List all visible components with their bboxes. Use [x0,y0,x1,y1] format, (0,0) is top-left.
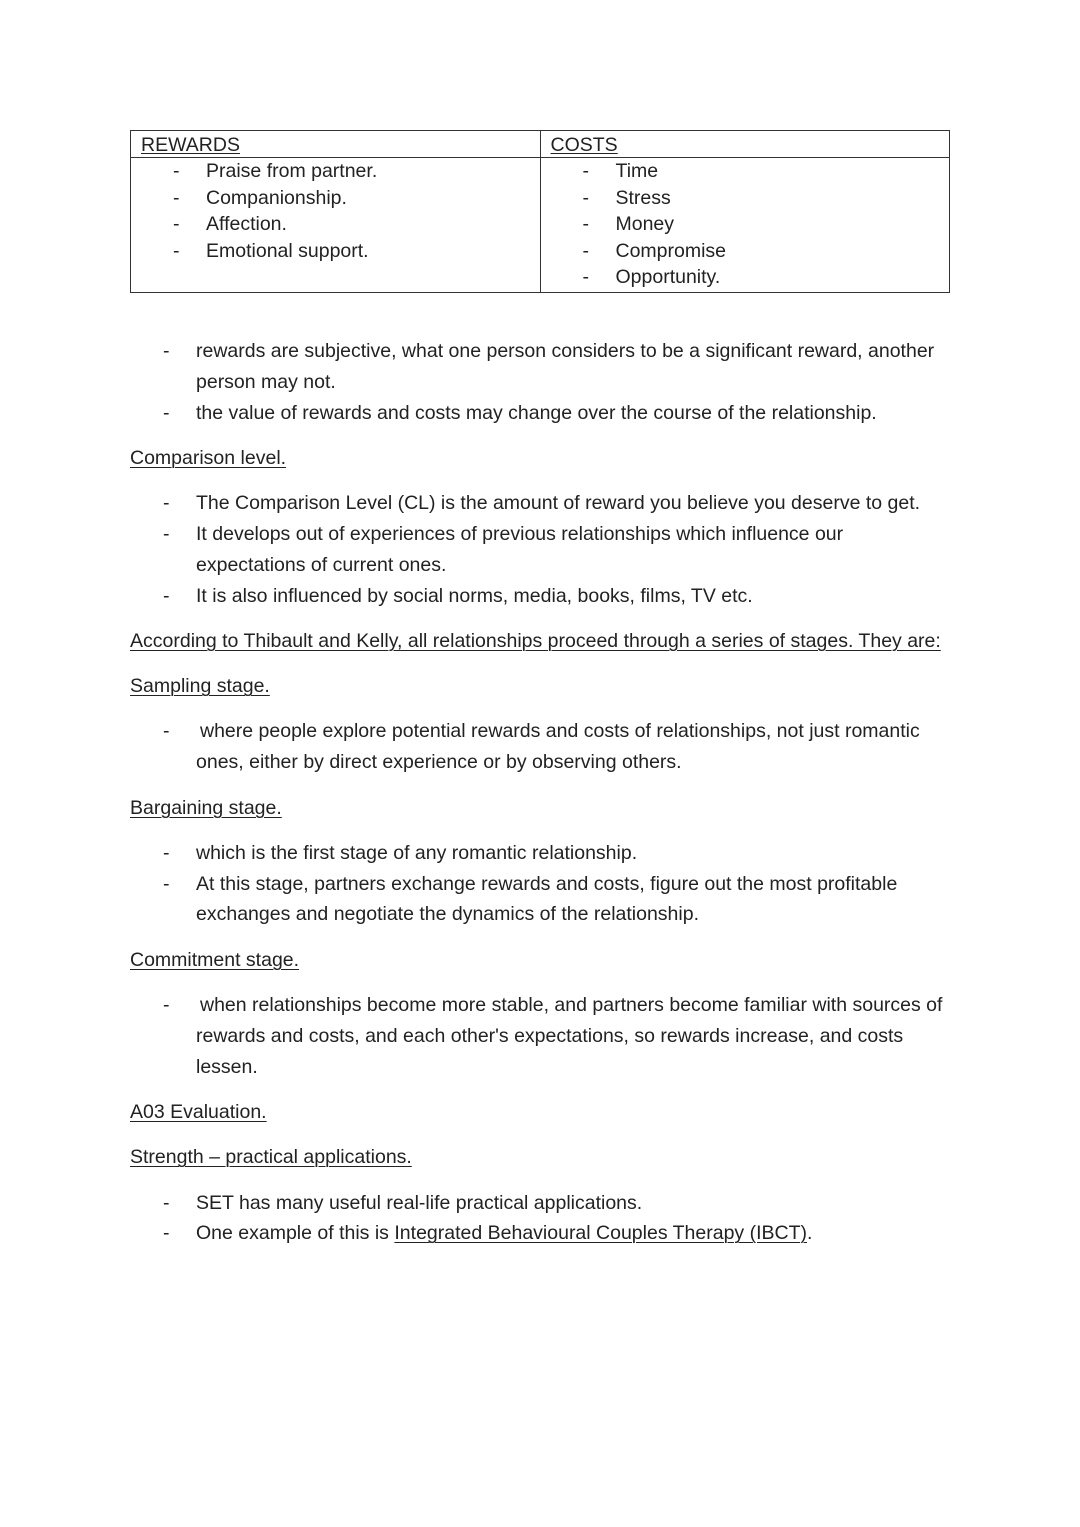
comparison-heading: Comparison level. [130,446,287,469]
list-item: - SET has many useful real-life practical applications. [163,1191,643,1214]
list-item: - Affection. [173,213,287,236]
evaluation-subheading: Strength – practical applications. [130,1146,412,1169]
sampling-bullets [130,716,950,778]
evaluation-heading: A03 Evaluation. [130,1100,267,1123]
ibct-link[interactable]: Integrated Behavioural Couples Therapy (IBCT) [394,1222,807,1245]
list-item: - Praise from partner. [173,160,378,182]
list-item: - Stress [582,186,671,209]
list-item: - Money [582,213,675,236]
commitment-bullets [130,990,950,1082]
evaluation-bullets [130,1188,950,1250]
document-body [130,336,950,1249]
rewards-header: REWARDS [131,131,540,158]
comparison-bullets [130,488,950,611]
list-item: - The Comparison Level (CL) is the amount of reward you believe you deserve to get. [163,492,921,515]
commitment-heading: Commitment stage. [130,948,300,971]
costs-header: COSTS [541,131,950,158]
bargaining-bullets [130,838,950,930]
list-item: - Compromise [582,239,727,262]
rewards-column [131,131,541,292]
list-item: - rewards are subjective, what one person considers to be a significant reward, another person may not. [163,340,935,393]
costs-list [541,158,950,291]
list-item: - It develops out of experiences of previous relationships which influence our expectations of current ones. [163,522,844,576]
rewards-list [131,158,540,264]
list-item: - Companionship. [173,186,347,209]
list-item: - the value of rewards and costs may change over the course of the relationship. [163,401,877,424]
intro-bullets [130,336,950,428]
list-item: - Time [582,160,659,182]
list-item: - where people explore potential rewards and costs of relationships, not just romantic ones, either by direct experience or by observing others. [163,720,920,774]
rewards-costs-table [130,130,950,293]
bargaining-heading: Bargaining stage. [130,796,282,819]
sampling-heading: Sampling stage. [130,675,270,698]
list-item: - It is also influenced by social norms, media, books, films, TV etc. [163,584,753,607]
list-item: - which is the first stage of any romantic relationship. [163,841,638,864]
stages-intro: According to Thibault and Kelly, all relationships proceed through a series of stages. They are: [130,629,941,652]
list-item: - One example of this is Integrated Behavioural Couples Therapy (IBCT). [163,1222,813,1245]
costs-column [541,131,950,292]
list-item: - Emotional support. [173,239,369,262]
list-item: - At this stage, partners exchange rewards and costs, figure out the most profitable exchanges and negotiate the dynamics of the relationship. [163,872,898,926]
list-item: - Opportunity. [582,266,721,289]
list-item: - when relationships become more stable, and partners become familiar with sources of rewards and costs, and each other's expectations, so rewards increase, and costs lessen. [163,994,943,1078]
